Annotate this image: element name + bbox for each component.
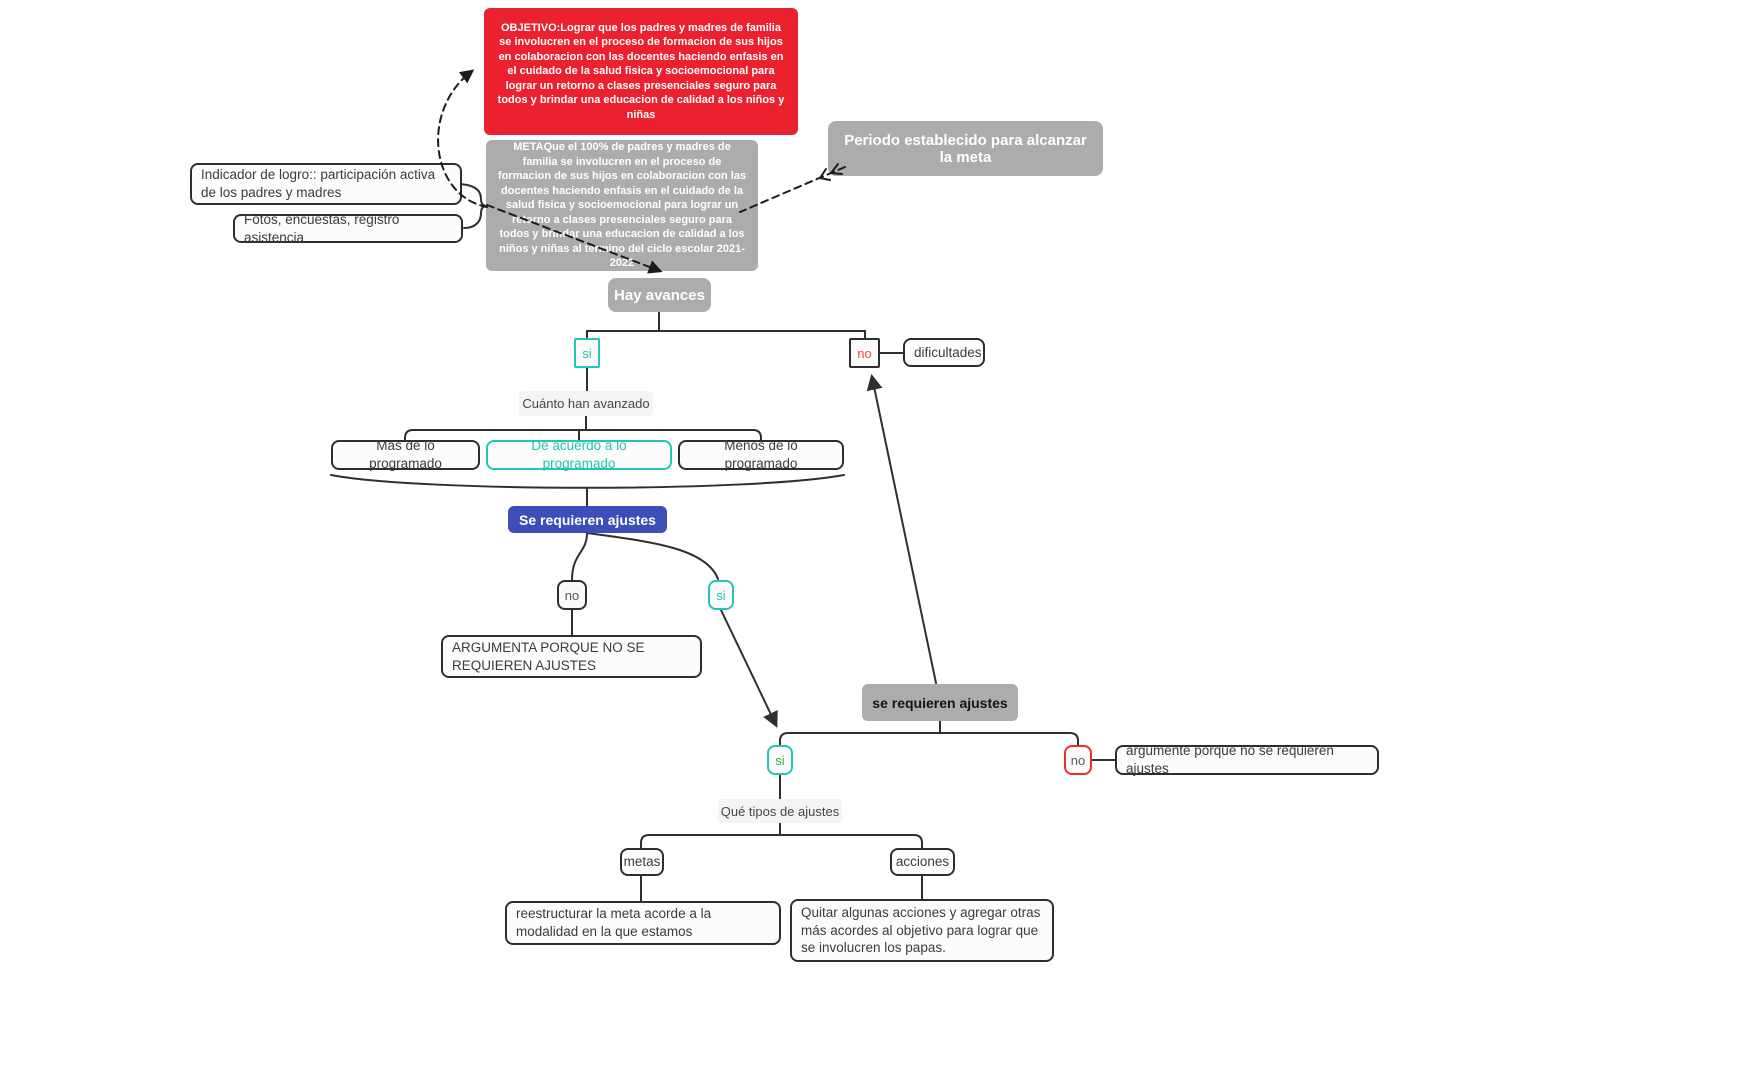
restructure-goal-node[interactable]: reestructurar la meta acorde a la modalidad en la que estamos	[505, 901, 781, 945]
period-node[interactable]: Periodo establecido para alcanzar la meta	[828, 121, 1103, 176]
adjustments2-yes-node[interactable]: si	[767, 745, 793, 775]
change-actions-node[interactable]: Quitar algunas acciones y agregar otras más acordes al objetivo para lograr que se involucren los papas.	[790, 899, 1054, 962]
connector-lowergray-split	[780, 721, 1078, 745]
progress-no-node[interactable]: no	[849, 338, 880, 368]
connector-types-bracket	[641, 835, 922, 848]
adjustments-needed-2-node[interactable]: se requieren ajustes	[862, 684, 1018, 721]
adjustments-yes-node[interactable]: si	[708, 580, 734, 610]
argue-no-adjustments-upper-node[interactable]: ARGUMENTA PORQUE NO SE REQUIEREN AJUSTES	[441, 635, 702, 678]
meta-node[interactable]: METAQue el 100% de padres y madres de familia se involucren en el proceso de formacion de sus hijos en colaboracion con las docentes haciendo enfasis en el cuidado de la salud fisica y socioemocional para lograr un retorno a clases presenciales seguro para todos y brindar una educacion de calidad a los niños y niñas al termino del ciclo escolar 2021-2022	[486, 140, 758, 271]
adjustments-needed-node[interactable]: Se requieren ajustes	[508, 506, 667, 533]
argue-no-adjustments-lower-node[interactable]: argumente porque no se requieren ajustes	[1115, 745, 1379, 775]
progress-yes-node[interactable]: si	[574, 338, 600, 368]
connector-lowergray-to-no-arrow	[872, 377, 936, 683]
evidence-node[interactable]: Fotos, encuestas, registro asistencia	[233, 214, 463, 243]
adjustments-no-node[interactable]: no	[557, 580, 587, 610]
acciones-node[interactable]: acciones	[890, 848, 955, 876]
connector-hayavances-split	[587, 312, 865, 338]
difficulties-node[interactable]: dificultades	[903, 338, 985, 367]
objective-node[interactable]: OBJETIVO:Lograr que los padres y madres de familia se involucren en el proceso de formacion de sus hijos en colaboracion con las docentes haciendo enfasis en el cuidado de la salud fisica y socioemocional para lograr un retorno a clases presenciales seguro para todos y brindar una educacion de calidad a los niños y niñas	[484, 8, 798, 135]
option-more-than-planned[interactable]: Más de lo programado	[331, 440, 480, 470]
connector-si-to-lower-group-arrow	[721, 610, 776, 725]
indicator-node[interactable]: Indicador de logro:: participación activa de los padres y madres	[190, 163, 462, 205]
adjustments2-no-node[interactable]: no	[1064, 745, 1092, 775]
metas-node[interactable]: metas	[620, 848, 664, 876]
adjustment-types-label[interactable]: Qué tipos de ajustes	[718, 799, 842, 823]
option-as-planned[interactable]: De acuerdo a lo programado	[486, 440, 672, 470]
connector-options-underbrace	[331, 475, 844, 506]
connector-adjust-no	[572, 533, 587, 580]
progress-node[interactable]: Hay avances	[608, 278, 711, 312]
option-less-than-planned[interactable]: Menos de lo programado	[678, 440, 844, 470]
how-much-label[interactable]: Cuánto han avanzado	[519, 391, 653, 416]
connector-adjust-si	[587, 533, 718, 579]
